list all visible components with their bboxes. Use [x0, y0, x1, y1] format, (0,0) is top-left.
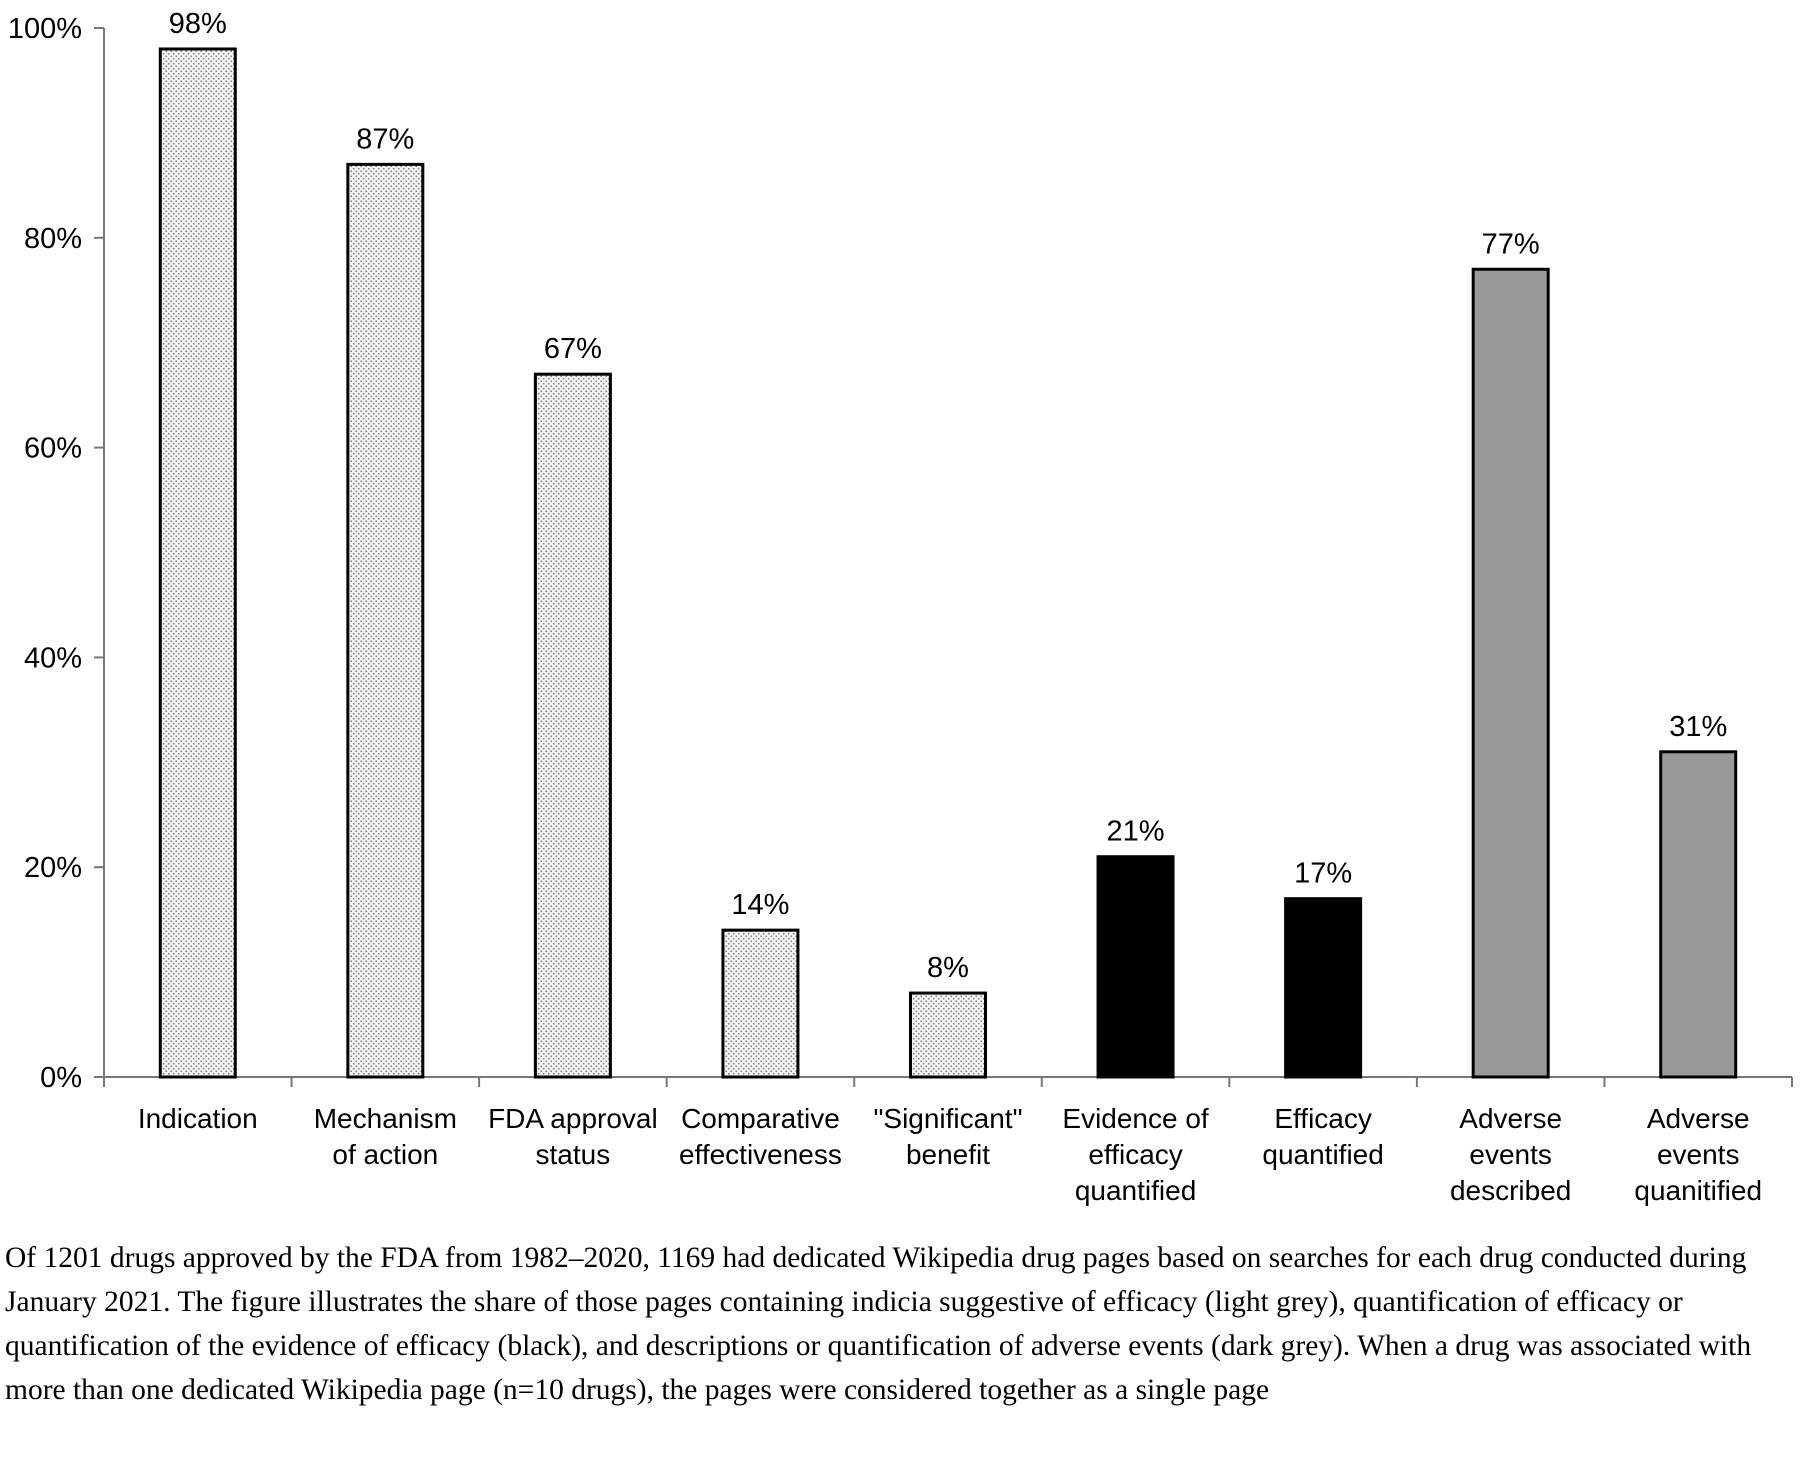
bar — [1286, 899, 1361, 1077]
bar — [348, 164, 423, 1077]
category-label-line: quanitified — [1634, 1175, 1763, 1206]
category-label — [138, 1103, 258, 1134]
category-label-line: events — [1469, 1139, 1552, 1170]
category-label-line: effectiveness — [678, 1139, 842, 1170]
category-labels — [138, 1103, 1762, 1206]
bar — [1661, 752, 1736, 1077]
y-tick-label: 60% — [23, 432, 82, 465]
category-label — [1450, 1103, 1571, 1206]
category-label-line: events — [1656, 1139, 1740, 1170]
category-label-line: benefit — [905, 1139, 991, 1170]
data-label: 14% — [731, 889, 790, 922]
category-label-line: quantified — [1262, 1139, 1384, 1170]
bars — [160, 49, 1735, 1077]
data-label: 8% — [927, 952, 969, 985]
category-label-line: Mechanism — [313, 1103, 457, 1134]
category-label-line: status — [535, 1139, 611, 1170]
category-label — [314, 1103, 457, 1170]
category-label-line: of action — [332, 1139, 439, 1170]
bar — [1098, 857, 1173, 1077]
bar — [535, 374, 610, 1077]
bar — [1473, 269, 1548, 1077]
data-label: 98% — [168, 7, 227, 40]
data-label: 31% — [1669, 710, 1728, 743]
y-tick-label: 100% — [7, 13, 82, 45]
category-label — [873, 1103, 1022, 1170]
category-label-line: FDA approval — [488, 1103, 658, 1134]
y-tick-label: 80% — [23, 222, 82, 255]
data-label: 87% — [356, 123, 415, 156]
category-label — [679, 1103, 842, 1170]
bar — [911, 993, 986, 1077]
data-label: 67% — [543, 333, 602, 366]
y-tick-label: 0% — [40, 1062, 82, 1094]
category-label-line: Adverse — [1459, 1103, 1563, 1134]
figure-caption: Of 1201 drugs approved by the FDA from 1982–2020, 1169 had dedicated Wikipedia drug pages based on searches for each drug conducted during January 2021. The figure illustrates the share of those pages containing indicia suggestive of efficacy (light grey), quantification of efficacy or quantification of the evidence of efficacy (black), and descriptions or quantification of adverse events (dark grey). When a drug was associated with more than one dedicated Wikipedia page (n=10 drugs), the pages were considered together as a single page — [5, 1242, 1752, 1406]
category-label — [1634, 1103, 1762, 1206]
category-label-line: Evidence of — [1062, 1103, 1209, 1134]
bar — [723, 930, 798, 1077]
data-label: 77% — [1481, 228, 1540, 261]
category-label-line: Efficacy — [1274, 1103, 1372, 1134]
category-label — [488, 1103, 658, 1170]
data-label: 21% — [1106, 815, 1165, 848]
category-label-line: Indication — [137, 1103, 258, 1134]
y-tick-label: 20% — [23, 852, 82, 885]
y-axis — [8, 13, 104, 1094]
category-label-line: efficacy — [1088, 1139, 1183, 1170]
data-label: 17% — [1294, 857, 1353, 890]
category-label-line: described — [1449, 1175, 1572, 1206]
category-label-line: "Significant" — [873, 1103, 1023, 1134]
category-label-line: Adverse — [1646, 1103, 1750, 1134]
bar — [160, 49, 235, 1077]
category-label — [1262, 1103, 1383, 1170]
category-label — [1062, 1103, 1209, 1206]
category-label-line: Comparative — [681, 1103, 840, 1134]
category-label-line: quantified — [1074, 1175, 1197, 1206]
y-tick-label: 40% — [23, 642, 82, 675]
